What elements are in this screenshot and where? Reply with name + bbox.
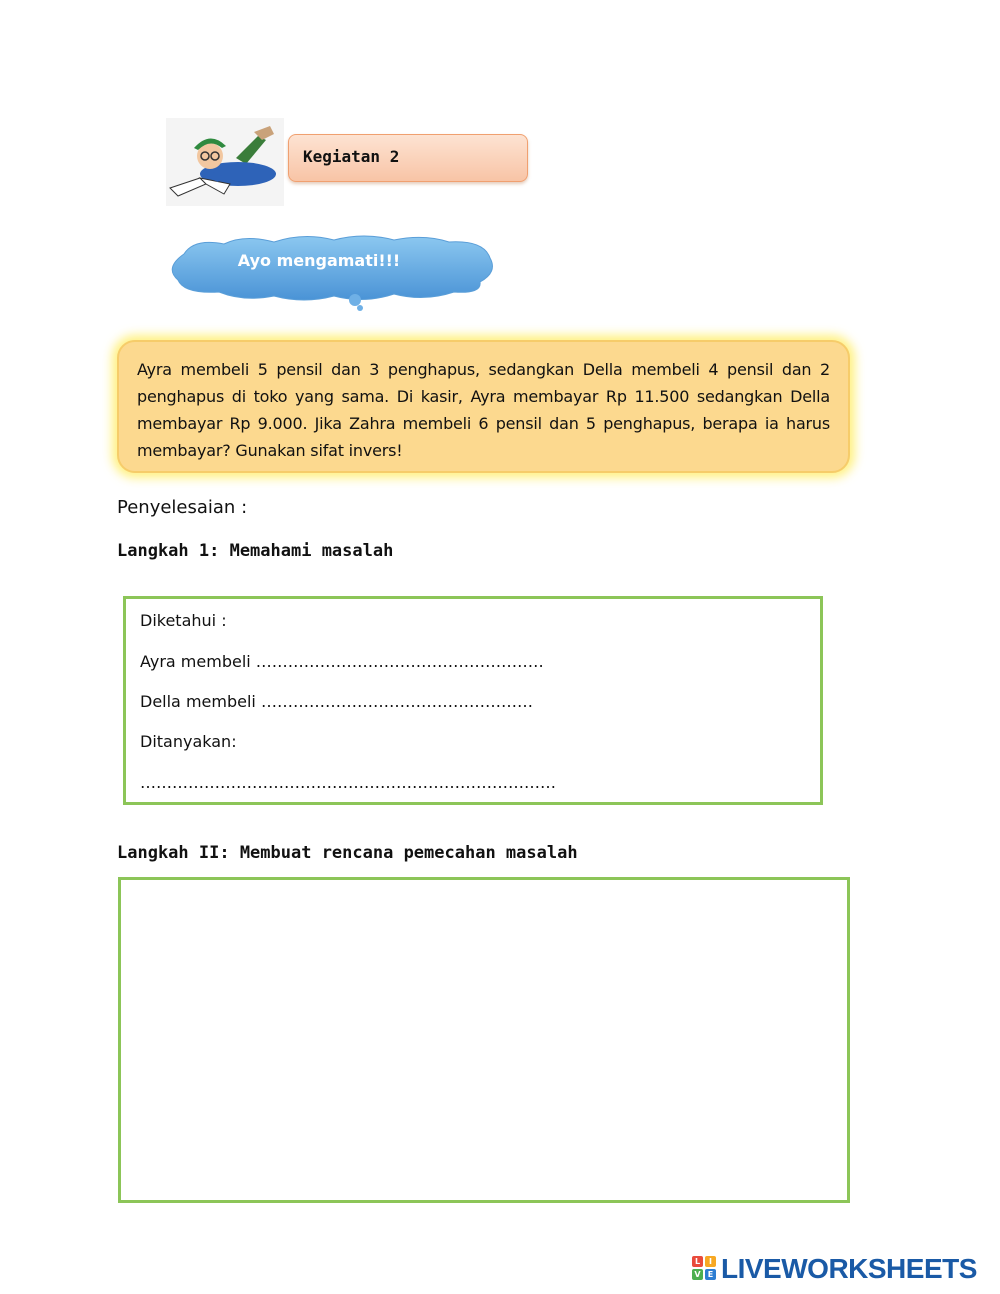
known-label: Diketahui : xyxy=(140,611,227,630)
logo-text: LIVEWORKSHEETS xyxy=(721,1253,977,1284)
liveworksheets-logo[interactable] xyxy=(692,1254,977,1284)
logo-letter-e: E xyxy=(705,1269,716,1280)
solution-label: Penyelesaian : xyxy=(117,497,248,518)
step2-title: Langkah II: Membuat rencana pemecahan masalah xyxy=(117,843,578,863)
logo-letter-l: L xyxy=(692,1256,703,1267)
problem-box xyxy=(117,340,850,473)
problem-text: Ayra membeli 5 pensil dan 3 penghapus, sedangkan Della membeli 4 pensil dan 2 penghapus di toko yang sama. Di kasir, Ayra membayar Rp 11.500 sedangkan Della membayar Rp 9.000. Jika Zahra membeli 6 pensil dan 5 penghapus, berapa ia harus membayar? Gunakan sifat invers! xyxy=(137,360,830,460)
boy-reading-illustration xyxy=(166,118,284,206)
della-line: Della membeli …………………………………………… xyxy=(140,692,533,711)
logo-letter-i: I xyxy=(705,1256,716,1267)
step2-answer-box[interactable] xyxy=(118,877,850,1203)
live-logo-icon xyxy=(692,1256,718,1282)
ayra-line: Ayra membeli ……………………………………………… xyxy=(140,652,544,671)
step1-title: Langkah 1: Memahami masalah xyxy=(117,541,394,561)
step1-answer-box[interactable] xyxy=(123,596,823,805)
asked-label: Ditanyakan: xyxy=(140,732,237,751)
activity-label: Kegiatan 2 xyxy=(288,134,528,182)
thought-cloud xyxy=(164,232,496,314)
asked-line: …………………………………………………………………… xyxy=(140,773,556,792)
logo-letter-v: V xyxy=(692,1269,703,1280)
cloud-text: Ayo mengamati!!! xyxy=(237,251,401,270)
